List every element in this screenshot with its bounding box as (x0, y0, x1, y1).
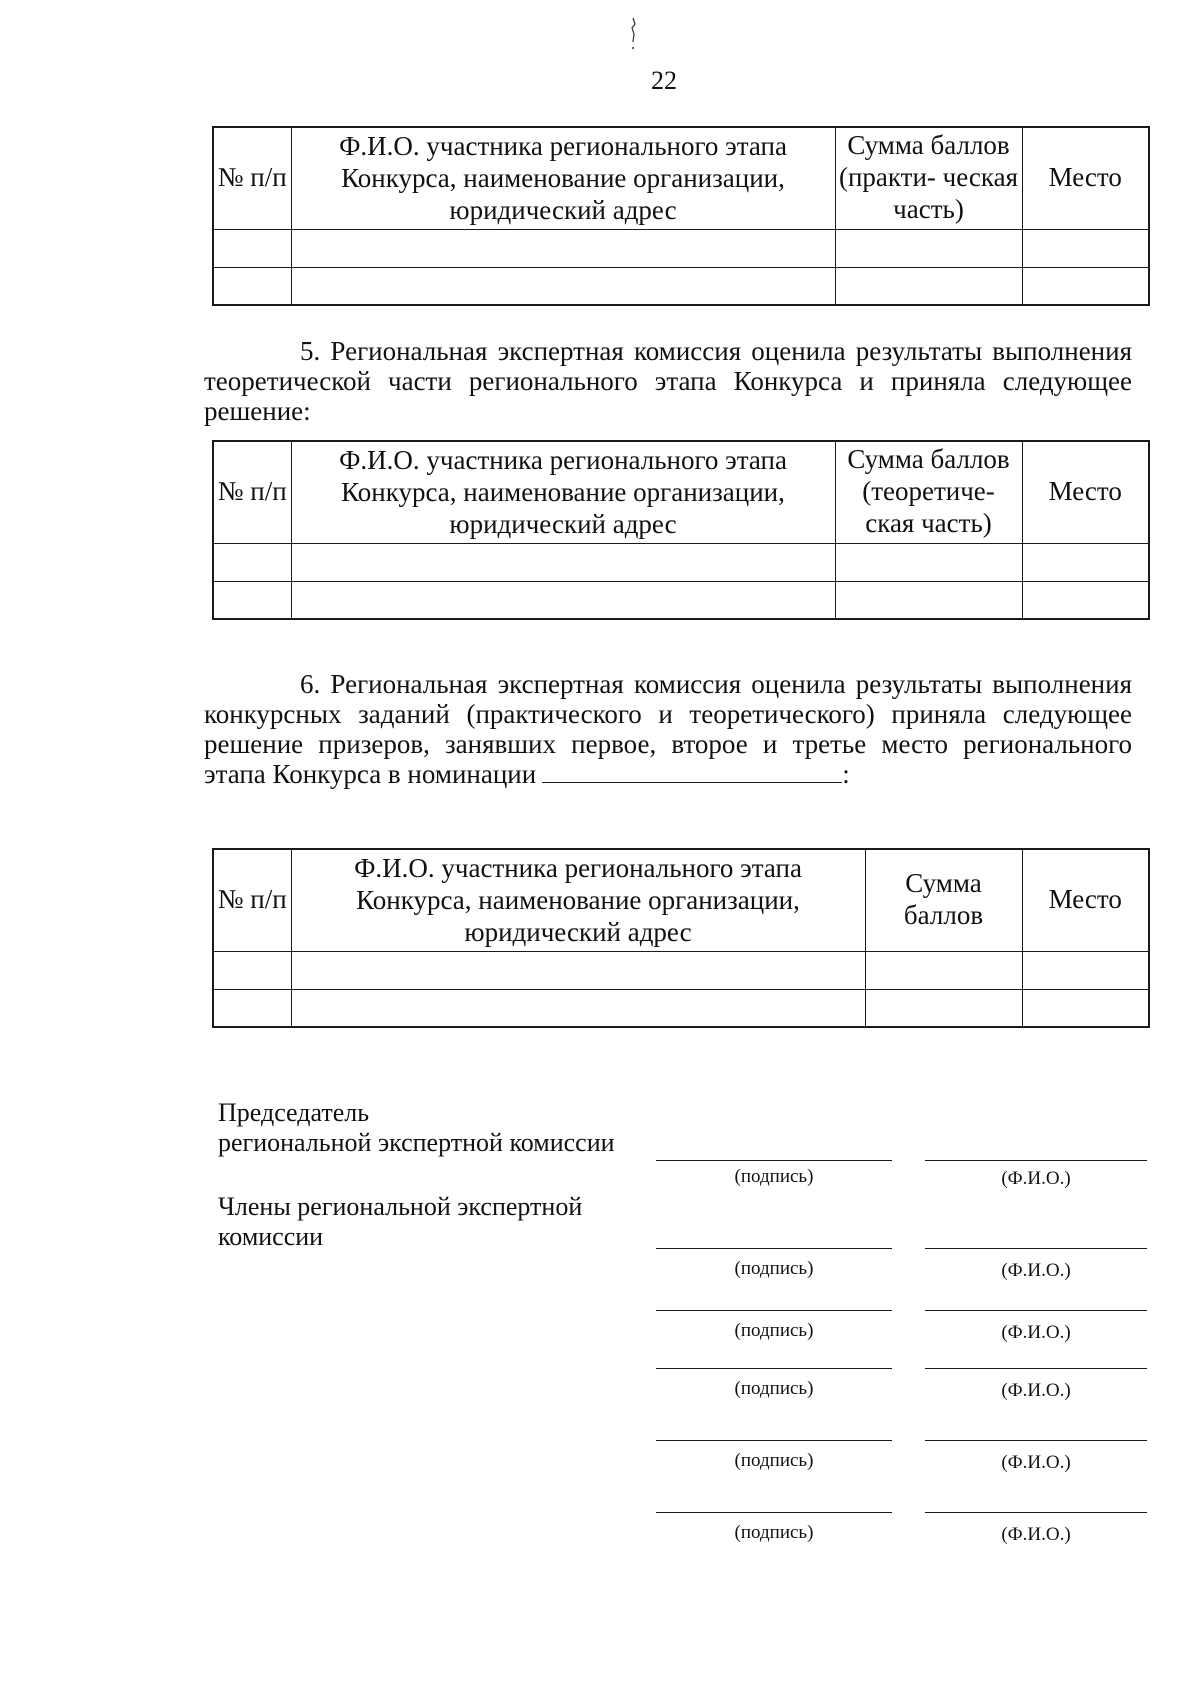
signature-caption: (подпись) (734, 1378, 814, 1399)
name-caption: (Ф.И.О.) (1001, 1452, 1071, 1473)
table-row (213, 989, 1149, 1027)
signature-line[interactable] (656, 1368, 892, 1369)
signature-caption: (подпись) (734, 1450, 814, 1471)
name-line[interactable] (925, 1310, 1147, 1311)
table-row (213, 229, 1149, 267)
signature-line[interactable] (656, 1440, 892, 1441)
name-caption: (Ф.И.О.) (1001, 1524, 1071, 1545)
name-caption: (Ф.И.О.) (1001, 1380, 1071, 1401)
header-place: Место (1022, 441, 1149, 543)
results-table-theoretical (212, 440, 1150, 620)
name-line[interactable] (925, 1248, 1147, 1249)
name-caption: (Ф.И.О.) (1001, 1322, 1071, 1343)
nomination-blank (542, 760, 842, 783)
header-score: Сумма баллов (865, 849, 1022, 951)
paragraph-5 (204, 336, 1132, 426)
name-caption: (Ф.И.О.) (1001, 1260, 1071, 1281)
name-caption: (Ф.И.О.) (1001, 1168, 1071, 1189)
paragraph-5-text: 5. Региональная экспертная комиссия оценила результаты выполнения теоретической части регионального этапа Конкурса и приняла следующее решение: (204, 336, 1132, 426)
paragraph-6 (204, 669, 1132, 789)
header-num: № п/п (213, 127, 291, 229)
name-line[interactable] (925, 1160, 1147, 1161)
signature-line[interactable] (656, 1512, 892, 1513)
scan-mark (628, 16, 638, 52)
name-line[interactable] (925, 1512, 1147, 1513)
chairman-label: Председатель региональной экспертной комиссии (218, 1098, 615, 1157)
results-table-winners (212, 848, 1150, 1028)
page-number: 22 (651, 66, 677, 95)
header-name: Ф.И.О. участника регионального этапа Конкурса, наименование организации, юридический адрес (291, 127, 835, 229)
header-name: Ф.И.О. участника регионального этапа Конкурса, наименование организации, юридический адрес (291, 441, 835, 543)
signature-line[interactable] (656, 1160, 892, 1161)
signature-line[interactable] (656, 1310, 892, 1311)
signature-line[interactable] (656, 1248, 892, 1249)
table-row (213, 951, 1149, 989)
header-score: Сумма баллов (практи- ческая часть) (835, 127, 1022, 229)
signature-caption: (подпись) (734, 1166, 814, 1187)
paragraph-6-end: : (842, 759, 850, 789)
header-score: Сумма баллов (теоретиче- ская часть) (835, 441, 1022, 543)
paragraph-6-text: 6. Региональная экспертная комиссия оценила результаты выполнения конкурсных заданий (практического и теоретического) приняла следующее решение призеров, занявших первое, второе и третье место регионального этапа Конкурса в номинации (204, 669, 1132, 789)
signature-caption: (подпись) (734, 1522, 814, 1543)
name-line[interactable] (925, 1368, 1147, 1369)
signature-caption: (подпись) (734, 1320, 814, 1341)
header-num: № п/п (213, 849, 291, 951)
name-line[interactable] (925, 1440, 1147, 1441)
table-row (213, 581, 1149, 619)
signature-caption: (подпись) (734, 1258, 814, 1279)
table-row (213, 543, 1149, 581)
members-label: Члены региональной экспертной комиссии (218, 1192, 583, 1251)
header-place: Место (1022, 849, 1149, 951)
results-table-practical (212, 126, 1150, 306)
header-num: № п/п (213, 441, 291, 543)
header-place: Место (1022, 127, 1149, 229)
header-name: Ф.И.О. участника регионального этапа Конкурса, наименование организации, юридический адрес (291, 849, 865, 951)
table-row (213, 267, 1149, 305)
